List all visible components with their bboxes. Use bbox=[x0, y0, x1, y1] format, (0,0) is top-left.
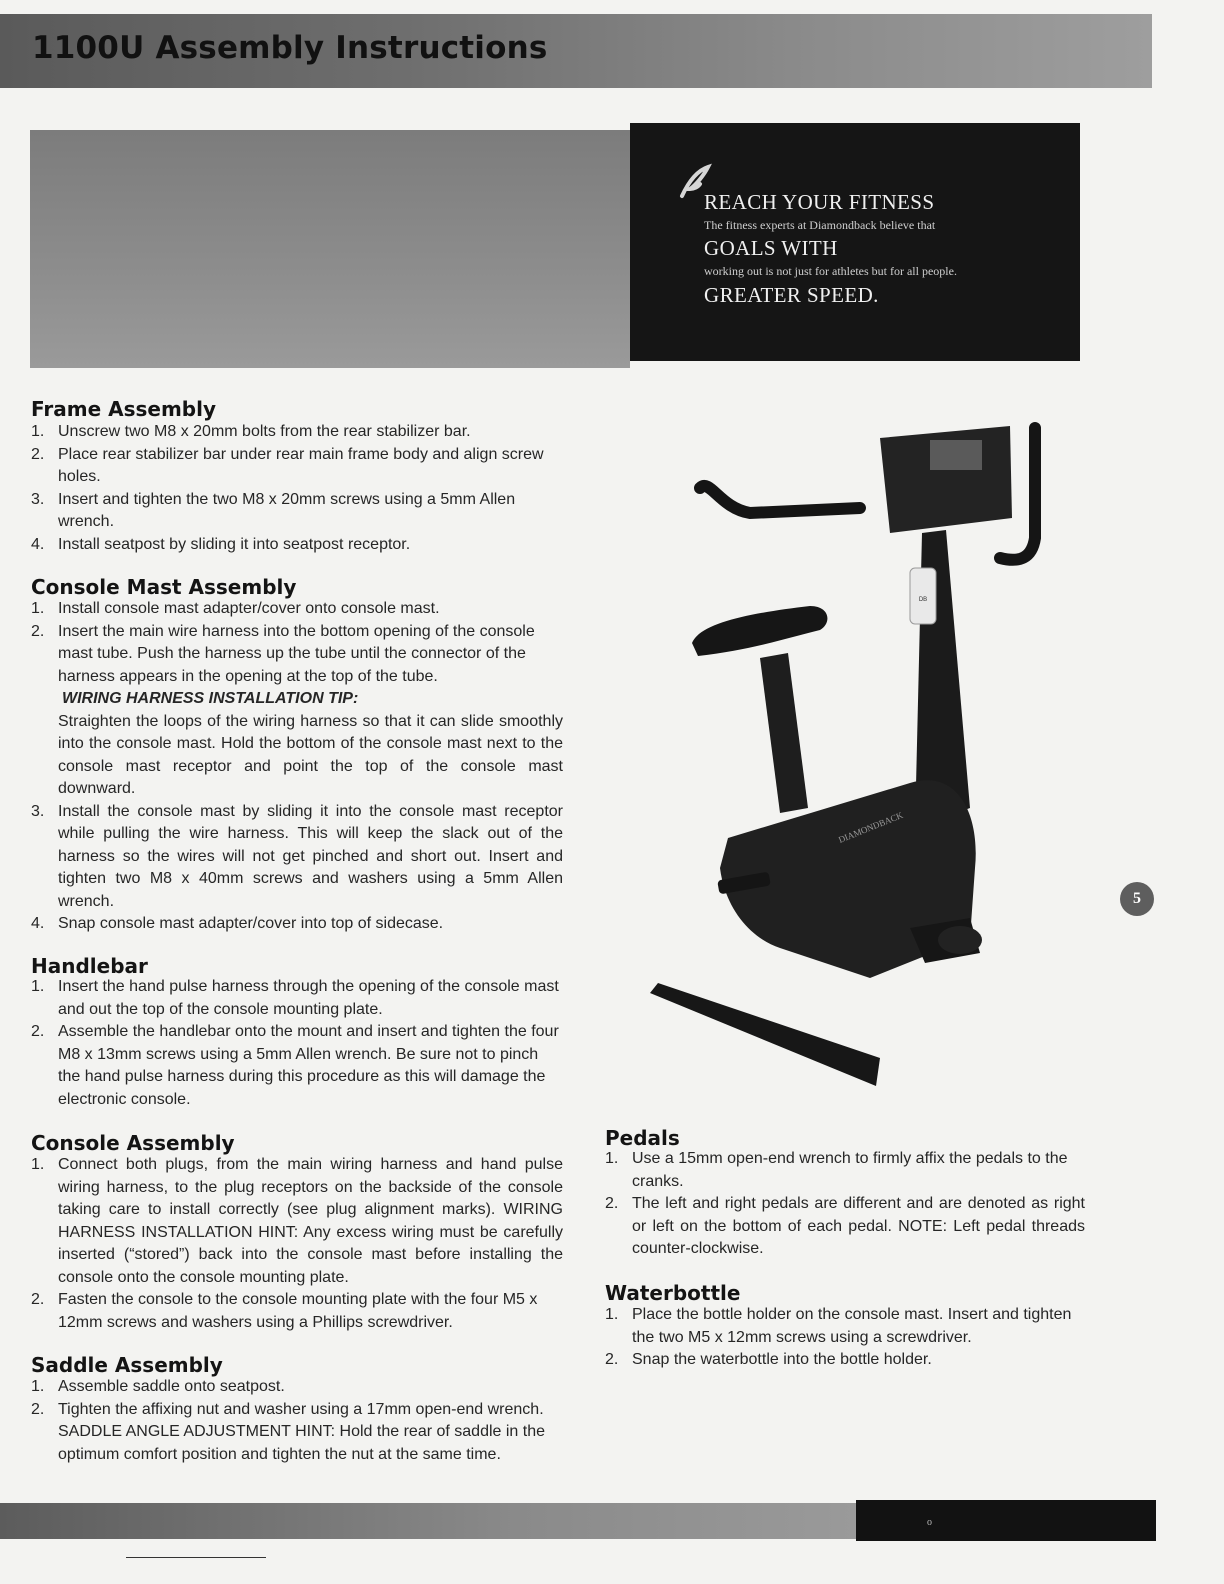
list-item: 2. Tighten the affixing nut and washer using a 17mm open-end wrench. SADDLE ANGLE ADJUSTMENT HINT: Hold the rear of saddle in the optimum comfort position and tighten the nut at the same time. bbox=[31, 1400, 546, 1463]
footer-dark-panel bbox=[856, 1500, 1156, 1541]
list-item: 1. Connect both plugs, from the main wiring harness and hand pulse wiring harness, to the plug receptors on the backside of the console taking care to install correctly (see plug alignment marks). WIRING HARNESS INSTALLATION HINT: Any excess wiring must be carefully inserted (“stored”) back into the console mast before installing the console onto the console mounting plate. bbox=[31, 1156, 563, 1286]
list-item: 4. Install seatpost by sliding it into seatpost receptor. bbox=[31, 535, 411, 553]
list-item: 1. Insert the hand pulse harness through the opening of the console mast and out the top of the console mounting plate. bbox=[31, 978, 559, 1018]
water-bottle bbox=[910, 568, 936, 624]
handlebar-title: Handlebar bbox=[31, 954, 148, 978]
list-item: 2. Insert the main wire harness into the bottom opening of the console mast tube. Push the harness up the tube until the connector of the harness appears in the opening at the top of the tube. WIRING HARNESS INSTALLATION TIP: Straighten the loops of the wiring harness so that it can slide smoothly into the console mast. Hold the bottom of the console mast next to the console mast receptor and point the top of the console mast downward. bbox=[31, 621, 563, 801]
list-item: 2. The left and right pedals are different and are denoted as right or left on the bottom of each pedal. NOTE: Left pedal threads counter-clockwise. bbox=[605, 1195, 1085, 1257]
list-item: 3. Install the console mast by sliding it into the console mast receptor while pulling the wire harness. This will keep the slack out of the harness so the wires will not get pinched and short out. Insert and tighten two M8 x 40mm screws and washers using a 5mm Allen wrench. bbox=[31, 802, 563, 910]
bike-rear-stabilizer bbox=[650, 983, 880, 1086]
list-item: 2. Snap the waterbottle into the bottle holder. bbox=[605, 1351, 932, 1368]
list-item: 1. Use a 15mm open-end wrench to firmly affix the pedals to the cranks. bbox=[605, 1150, 1068, 1190]
tagline-line-1: REACH YOUR FITNESS bbox=[704, 190, 935, 214]
frame-assembly-title: Frame Assembly bbox=[31, 397, 217, 421]
bike-front-foot bbox=[938, 926, 982, 954]
wiring-tip-text: Straighten the loops of the wiring harness so that it can slide smoothly into the console mast. Hold the bottom of the console mast next to the console mast receptor and point the top of the console mast downward. bbox=[58, 712, 563, 797]
frame-assembly-steps bbox=[31, 421, 563, 556]
footer-rule bbox=[126, 1557, 266, 1558]
exercise-bike-image bbox=[640, 418, 1060, 1094]
console-mast-assembly-title: Console Mast Assembly bbox=[31, 575, 297, 599]
handlebar-steps bbox=[31, 976, 563, 1111]
tagline-line-4: working out is not just for athletes but for all people. bbox=[704, 264, 957, 278]
tagline-line-3: GOALS WITH bbox=[704, 236, 838, 260]
pedals-title: Pedals bbox=[605, 1126, 680, 1150]
saddle-assembly-steps bbox=[31, 1376, 563, 1466]
list-item: 2. Place rear stabilizer bar under rear main frame body and align screw holes. bbox=[31, 445, 544, 485]
waterbottle-title: Waterbottle bbox=[605, 1281, 741, 1305]
footer-bar bbox=[0, 1503, 860, 1539]
list-item: 2. Fasten the console to the console mounting plate with the four M5 x 12mm screws and washers using a Phillips screwdriver. bbox=[31, 1291, 538, 1331]
console-assembly-steps bbox=[31, 1154, 563, 1334]
pedals-steps bbox=[605, 1148, 1085, 1261]
bottle-label: DB bbox=[918, 597, 928, 603]
hero-image-panel bbox=[30, 130, 630, 368]
list-item: 2. Assemble the handlebar onto the mount and insert and tighten the four M8 x 13mm screws using a 5mm Allen wrench. Be sure not to pinch the hand pulse harness during this procedure as this will damage the electronic console. bbox=[31, 1023, 559, 1108]
list-item: 1. Install console mast adapter/cover onto console mast. bbox=[31, 600, 440, 617]
console-mast-steps bbox=[31, 598, 563, 936]
tagline-line-2: The fitness experts at Diamondback believe that bbox=[704, 218, 936, 232]
page-title: 1100U Assembly Instructions bbox=[32, 30, 548, 66]
console-assembly-title: Console Assembly bbox=[31, 1131, 235, 1155]
waterbottle-steps bbox=[605, 1304, 1085, 1372]
list-item: 4. Snap console mast adapter/cover into top of sidecase. bbox=[31, 915, 444, 932]
list-item: 1. Unscrew two M8 x 20mm bolts from the rear stabilizer bar. bbox=[31, 423, 471, 440]
bike-saddle bbox=[692, 606, 827, 656]
bike-brand-label: DIAMONDBACK bbox=[837, 809, 905, 845]
hero-tagline-panel bbox=[630, 123, 1080, 361]
wiring-tip-heading: WIRING HARNESS INSTALLATION TIP: bbox=[62, 690, 359, 707]
console-display bbox=[930, 440, 982, 470]
list-item: 3. Insert and tighten the two M8 x 20mm screws using a 5mm Allen wrench. bbox=[31, 490, 516, 530]
footer-mark: o bbox=[927, 1517, 932, 1528]
saddle-assembly-title: Saddle Assembly bbox=[31, 1353, 223, 1377]
tagline-line-5: GREATER SPEED. bbox=[704, 283, 879, 307]
bike-seatpost bbox=[760, 653, 808, 813]
list-item: 1. Place the bottle holder on the console mast. Insert and tighten the two M5 x 12mm screws using a screwdriver. bbox=[605, 1306, 1072, 1346]
page-number-badge: 5 bbox=[1120, 882, 1154, 916]
list-item: 1. Assemble saddle onto seatpost. bbox=[31, 1378, 285, 1395]
